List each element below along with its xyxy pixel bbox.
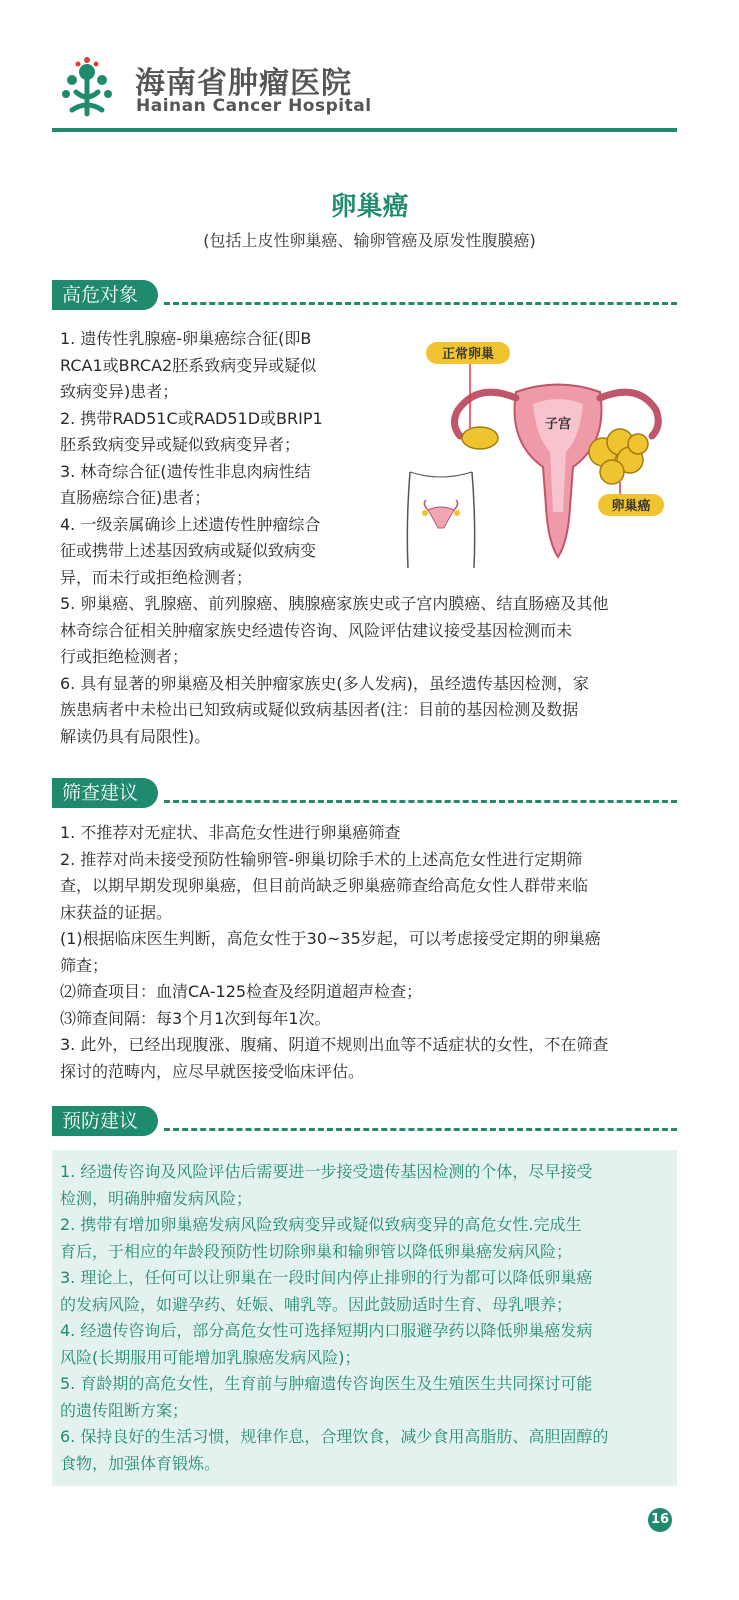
label-uterus: 子宫 [544,417,572,432]
prevention-list [60,1159,672,1477]
list-line: 6. 保持良好的生活习惯，规律作息，合理饮食，减少食用高脂肪、高胆固醇的 [60,1427,609,1446]
list-line: 族患病者中未检出已知致病或疑似致病基因者(注：目前的基因检测及数据 [60,700,579,719]
dashed-divider [164,800,677,803]
list-line: RCA1或BRCA2胚系致病变异或疑似 [60,355,317,375]
dashed-divider [164,302,677,305]
list-line: 3. 林奇综合征(遗传性非息肉病性结 [60,461,311,481]
list-line: 解读仍具有局限性)。 [60,726,211,746]
list-line: 5. 卵巢癌、乳腺癌、前列腺癌、胰腺癌家族史或子宫内膜癌、结直肠癌及其他 [60,594,609,613]
section-header-high-risk [52,280,677,310]
list-line: 2. 推荐对尚未接受预防性输卵管-卵巢切除手术的上述高危女性进行定期筛 [60,849,583,869]
screening-list [60,820,672,1085]
page-subtitle: (包括上皮性卵巢癌、输卵管癌及原发性腹膜癌) [203,231,536,250]
hospital-logo-icon [52,52,122,122]
section-label: 筛查建议 [52,778,158,808]
list-line: 筛查； [60,955,109,975]
section-label: 高危对象 [52,280,158,310]
list-line: 检测，明确肿瘤发病风险； [60,1188,253,1208]
list-line: 3. 理论上，任何可以让卵巢在一段时间内停止排卵的行为都可以降低卵巢癌 [60,1268,593,1287]
small-uterus-icon [422,500,460,528]
hospital-name-en: Hainan Cancer Hospital [136,96,372,116]
list-line: 征或携带上述基因致病或疑似致病变 [60,541,317,560]
list-line: 林奇综合征相关肿瘤家族史经遗传咨询、风险评估建议接受基因检测而未 [60,620,573,640]
label-ovarian-cancer: 卵巢癌 [611,499,651,514]
list-line: 探讨的范畴内，应尽早就医接受临床评估。 [60,1061,365,1081]
page-title: 卵巢癌 [330,192,409,222]
list-line: (1)根据临床医生判断，高危女性于30~35岁起，可以考虑接受定期的卵巢癌 [60,929,601,948]
section-header-prevention [52,1106,677,1136]
list-line: 胚系致病变异或疑似致病变异者； [60,435,301,454]
label-normal-ovary: 正常卵巢 [441,347,495,362]
list-line: 致病变异)患者； [60,382,179,401]
list-line: 2. 携带RAD51C或RAD51D或BRIP1 [60,408,323,428]
list-line: 4. 一级亲属确诊上述遗传性肿瘤综合 [60,514,321,534]
page-number: 16 [648,1508,672,1532]
list-line: 床获益的证据。 [60,902,173,922]
normal-ovary-icon [462,427,498,449]
list-line: 的发病风险，如避孕药、妊娠、哺乳等。因此鼓励适时生育、母乳喂养； [60,1294,573,1314]
list-line: 5. 育龄期的高危女性，生育前与肿瘤遗传咨询医生及生殖医生共同探讨可能 [60,1374,593,1393]
section-label: 预防建议 [52,1106,158,1136]
header-divider [52,128,677,132]
list-line: 风险(长期服用可能增加乳腺癌发病风险)； [60,1347,361,1367]
list-line: 1. 遗传性乳腺癌-卵巢癌综合征(即B [60,329,312,348]
list-line: 1. 不推荐对无症状、非高危女性进行卵巢癌筛查 [60,823,401,842]
list-line: 的遗传阻断方案； [60,1400,189,1420]
cancer-ovary-icon [589,429,648,484]
list-line: 6. 具有显著的卵巢癌及相关肿瘤家族史(多人发病)，虽经遗传基因检测，家 [60,673,589,693]
list-line: 3. 此外，已经出现腹涨、腹痛、阴道不规则出血等不适症状的女性，不在筛查 [60,1035,609,1054]
list-line: 1. 经遗传咨询及风险评估后需要进一步接受遗传基因检测的个体，尽早接受 [60,1162,593,1181]
list-line: ⑵筛查项目：血清CA-125检查及经阴道超声检查； [60,982,423,1001]
section-header-screening [52,778,677,808]
list-line: 育后，于相应的年龄段预防性切除卵巢和输卵管以降低卵巢癌发病风险； [60,1241,573,1261]
dashed-divider [164,1128,677,1131]
list-line: 直肠癌综合征)患者； [60,488,211,507]
list-line: 行或拒绝检测者； [60,647,189,666]
list-line: ⑶筛查间隔：每3个月1次到每年1次。 [60,1008,331,1028]
list-line: 2. 携带有增加卵巢癌发病风险致病变异或疑似致病变异的高危女性.完成生 [60,1215,582,1234]
header [52,52,677,130]
ovary-uterus-illustration [398,332,688,570]
hospital-name-cn: 海南省肿瘤医院 [135,66,352,101]
list-line: 食物，加强体育锻炼。 [60,1453,221,1473]
list-line: 查，以期早期发现卵巢癌，但目前尚缺乏卵巢癌筛查给高危女性人群带来临 [60,876,589,895]
list-line: 4. 经遗传咨询后，部分高危女性可选择短期内口服避孕药以降低卵巢癌发病 [60,1321,593,1340]
list-line: 异，而未行或拒绝检测者； [60,567,253,587]
